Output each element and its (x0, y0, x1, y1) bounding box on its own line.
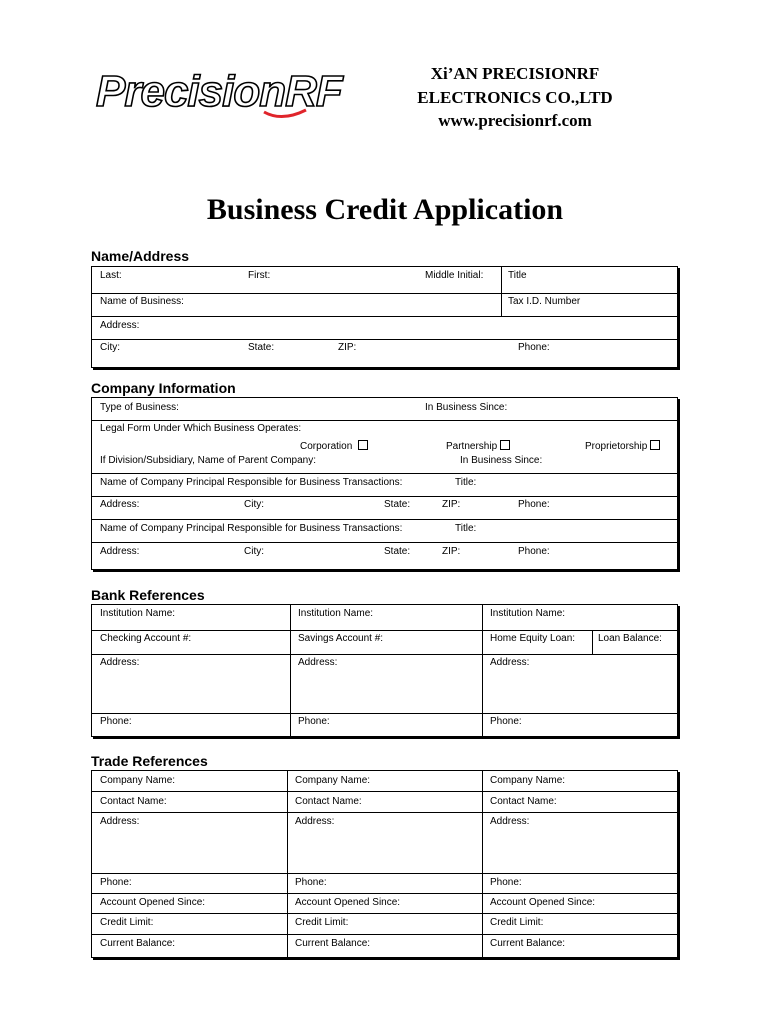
bank-1-institution-field[interactable]: Institution Name: (100, 608, 176, 619)
proprietorship-checkbox[interactable] (650, 440, 660, 450)
precisionrf-logo-graphic (92, 58, 352, 124)
principal-1-state-field[interactable]: State: (384, 499, 411, 510)
corporation-option[interactable] (300, 440, 368, 452)
bank-3-phone-field[interactable]: Phone: (490, 716, 522, 727)
company-name-line1: Xi’AN PRECISIONRF (430, 64, 600, 83)
svg-text:PrecisionRF: PrecisionRF (96, 67, 342, 116)
principal-2-city-field[interactable]: City: (244, 546, 264, 557)
legal-form-label: Legal Form Under Which Business Operates: (100, 423, 302, 434)
trade-2-contact-name-field[interactable]: Contact Name: (295, 796, 362, 807)
principal-2-zip-field[interactable]: ZIP: (442, 546, 461, 557)
bank-2-address-field[interactable]: Address: (298, 657, 338, 668)
company-website: www.precisionrf.com (438, 111, 592, 130)
middle-initial-field[interactable]: Middle Initial: (425, 270, 484, 281)
bank-3-address-field[interactable]: Address: (490, 657, 530, 668)
form-title: Business Credit Application (206, 193, 564, 226)
trade-3-current-balance-field[interactable]: Current Balance: (490, 938, 566, 949)
checking-account-field[interactable]: Checking Account #: (100, 633, 192, 644)
loan-balance-field[interactable]: Loan Balance: (598, 633, 662, 644)
principal-1-name-field[interactable]: Name of Company Principal Responsible for Business Transactions: (100, 477, 403, 488)
trade-3-credit-limit-field[interactable]: Credit Limit: (490, 917, 544, 928)
business-name-field[interactable]: Name of Business: (100, 296, 184, 307)
bank-3-institution-field[interactable]: Institution Name: (490, 608, 566, 619)
principal-1-title-field[interactable]: Title: (455, 477, 477, 488)
proprietorship-label: Proprietorship (585, 441, 648, 452)
title-field[interactable]: Title (508, 270, 527, 281)
bank-2-institution-field[interactable]: Institution Name: (298, 608, 374, 619)
principal-1-city-field[interactable]: City: (244, 499, 264, 510)
first-name-field[interactable]: First: (248, 270, 271, 281)
trade-1-account-opened-field[interactable]: Account Opened Since: (100, 897, 206, 908)
phone-field[interactable]: Phone: (518, 342, 550, 353)
city-field[interactable]: City: (100, 342, 120, 353)
trade-2-current-balance-field[interactable]: Current Balance: (295, 938, 371, 949)
company-logo (92, 58, 352, 124)
trade-1-contact-name-field[interactable]: Contact Name: (100, 796, 167, 807)
address-field[interactable]: Address: (100, 320, 140, 331)
proprietorship-option[interactable] (585, 440, 660, 452)
section-heading-name-address: Name/Address (91, 248, 190, 264)
trade-3-account-opened-field[interactable]: Account Opened Since: (490, 897, 596, 908)
trade-3-company-name-field[interactable]: Company Name: (490, 775, 566, 786)
section-heading-company-information: Company Information (91, 380, 236, 396)
trade-1-company-name-field[interactable]: Company Name: (100, 775, 176, 786)
corporation-checkbox[interactable] (358, 440, 368, 450)
principal-2-phone-field[interactable]: Phone: (518, 546, 550, 557)
name-address-section (91, 266, 678, 368)
company-name-line2: ELECTRONICS CO.,LTD (417, 88, 613, 107)
tax-id-field[interactable]: Tax I.D. Number (508, 296, 581, 307)
home-equity-loan-field[interactable]: Home Equity Loan: (490, 633, 576, 644)
principal-1-zip-field[interactable]: ZIP: (442, 499, 461, 510)
section-heading-trade-references: Trade References (91, 753, 208, 769)
corporation-label: Corporation (300, 441, 353, 452)
principal-2-title-field[interactable]: Title: (455, 523, 477, 534)
bank-1-address-field[interactable]: Address: (100, 657, 140, 668)
trade-3-contact-name-field[interactable]: Contact Name: (490, 796, 557, 807)
partnership-label: Partnership (446, 441, 498, 452)
state-field[interactable]: State: (248, 342, 275, 353)
trade-2-account-opened-field[interactable]: Account Opened Since: (295, 897, 401, 908)
trade-1-phone-field[interactable]: Phone: (100, 877, 132, 888)
principal-2-name-field[interactable]: Name of Company Principal Responsible for Business Transactions: (100, 523, 403, 534)
principal-2-state-field[interactable]: State: (384, 546, 411, 557)
principal-2-address-field[interactable]: Address: (100, 546, 140, 557)
trade-3-phone-field[interactable]: Phone: (490, 877, 522, 888)
partnership-checkbox[interactable] (500, 440, 510, 450)
principal-1-phone-field[interactable]: Phone: (518, 499, 550, 510)
section-heading-bank-references: Bank References (91, 587, 205, 603)
trade-references-section (91, 770, 678, 958)
trade-1-credit-limit-field[interactable]: Credit Limit: (100, 917, 154, 928)
trade-1-current-balance-field[interactable]: Current Balance: (100, 938, 176, 949)
in-business-since-field[interactable]: In Business Since: (425, 402, 508, 413)
partnership-option[interactable] (446, 440, 510, 452)
bank-references-section (91, 604, 678, 737)
parent-in-business-since-field[interactable]: In Business Since: (460, 455, 543, 466)
bank-2-phone-field[interactable]: Phone: (298, 716, 330, 727)
trade-2-credit-limit-field[interactable]: Credit Limit: (295, 917, 349, 928)
type-of-business-field[interactable]: Type of Business: (100, 402, 179, 413)
trade-1-address-field[interactable]: Address: (100, 816, 140, 827)
parent-company-field[interactable]: If Division/Subsidiary, Name of Parent Company: (100, 455, 317, 466)
trade-2-company-name-field[interactable]: Company Name: (295, 775, 371, 786)
principal-1-address-field[interactable]: Address: (100, 499, 140, 510)
trade-2-phone-field[interactable]: Phone: (295, 877, 327, 888)
bank-1-phone-field[interactable]: Phone: (100, 716, 132, 727)
savings-account-field[interactable]: Savings Account #: (298, 633, 384, 644)
last-name-field[interactable]: Last: (100, 270, 122, 281)
trade-2-address-field[interactable]: Address: (295, 816, 335, 827)
zip-field[interactable]: ZIP: (338, 342, 357, 353)
trade-3-address-field[interactable]: Address: (490, 816, 530, 827)
